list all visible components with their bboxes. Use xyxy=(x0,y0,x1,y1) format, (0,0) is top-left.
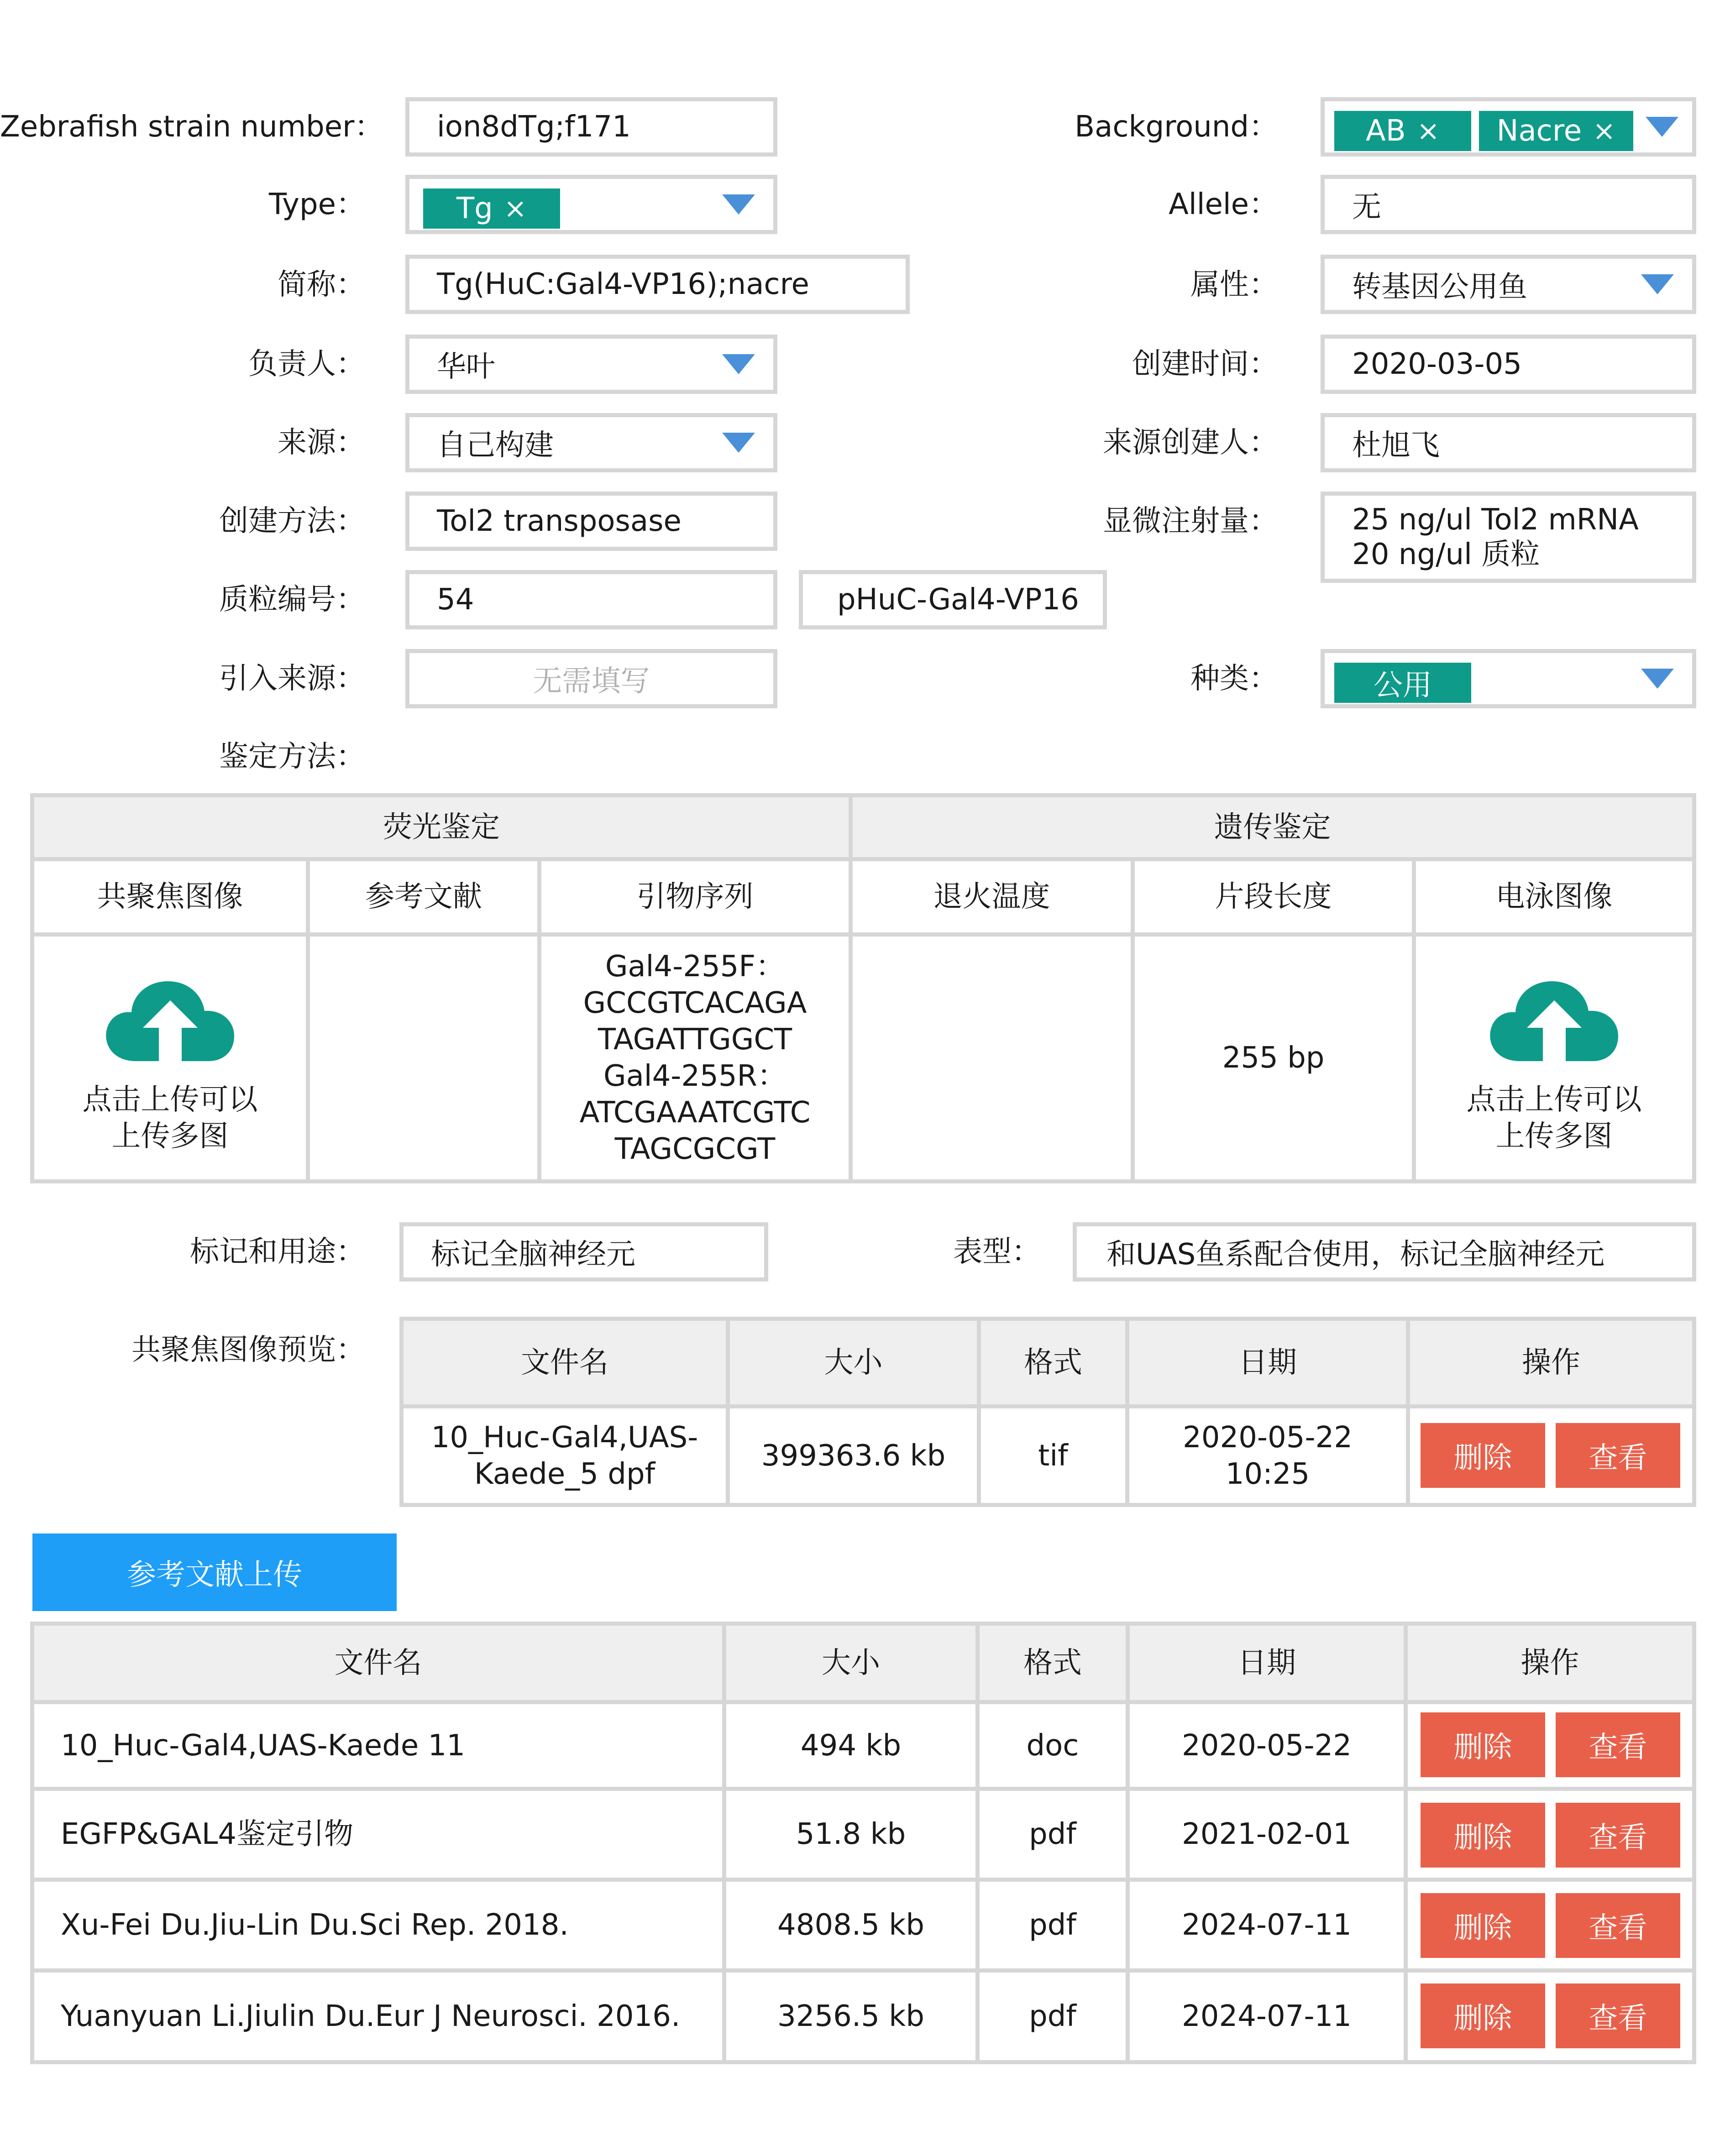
table-row-format: pdf xyxy=(1029,1908,1076,1942)
injection-line-1: 25 ng/ul Tol2 mRNA xyxy=(1352,503,1639,537)
phenotype-label: 表型： xyxy=(953,1235,1041,1269)
annealing-value xyxy=(853,937,1131,1179)
created-time-field[interactable] xyxy=(1321,335,1696,394)
source-creator-field[interactable] xyxy=(1321,413,1696,472)
method-label: 创建方法： xyxy=(219,504,365,538)
tag-nacre-label: Nacre xyxy=(1496,114,1582,148)
owner-label: 负责人： xyxy=(248,347,365,381)
chevron-down-icon[interactable] xyxy=(1641,669,1674,689)
type-label: Type： xyxy=(269,188,365,221)
table-row-name: EGFP&GAL4鉴定引物 xyxy=(61,1817,354,1851)
created-time-value: 2020-03-05 xyxy=(1352,347,1522,381)
attribute-value: 转基因公用鱼 xyxy=(1352,270,1527,304)
chevron-down-icon[interactable] xyxy=(1646,117,1678,137)
type-select[interactable] xyxy=(405,175,777,234)
chevron-down-icon[interactable] xyxy=(722,354,755,374)
tag-nacre xyxy=(1479,111,1633,151)
ref-header-size: 大小 xyxy=(822,1646,880,1680)
preview-file-name: 10_Huc-Gal4,UAS- Kaede_5 dpf xyxy=(431,1420,698,1491)
phenotype-value: 和UAS鱼系配合使用，标记全脑神经元 xyxy=(1106,1238,1605,1272)
import-source-field[interactable] xyxy=(405,649,777,708)
col-confocal: 共聚焦图像 xyxy=(97,880,243,914)
tag-public-label: 公用 xyxy=(1374,669,1432,702)
source-label: 来源： xyxy=(278,426,365,460)
delete-button[interactable]: 删除 xyxy=(1421,1893,1545,1958)
preview-file-format: tif xyxy=(1038,1439,1068,1473)
category-label: 种类： xyxy=(1190,662,1278,696)
marker-label: 标记和用途： xyxy=(190,1235,365,1269)
view-button[interactable]: 查看 xyxy=(1556,1803,1680,1868)
preview-label: 共聚焦图像预览： xyxy=(131,1333,365,1367)
owner-select[interactable] xyxy=(405,335,777,394)
table-row-format: pdf xyxy=(1029,1999,1076,2033)
preview-header-format: 格式 xyxy=(1024,1345,1082,1380)
ref-header-date: 日期 xyxy=(1237,1646,1296,1680)
plasmid-number-value: 54 xyxy=(437,583,474,617)
table-row-size: 3256.5 kb xyxy=(777,1999,924,2033)
identify-label: 鉴定方法： xyxy=(219,740,365,774)
primer-sequence: Gal4-255F： GCCGTCACAGA TAGATTGGCT Gal4-255R： ATCGAAATCGTC TAGCGCGT xyxy=(579,950,811,1166)
plasmid-number-field[interactable] xyxy=(405,570,777,629)
close-icon[interactable]: × xyxy=(503,193,527,225)
strain-number-field[interactable] xyxy=(405,97,777,157)
view-button[interactable]: 查看 xyxy=(1556,1712,1680,1777)
source-value: 自己构建 xyxy=(437,429,554,462)
preview-header-size: 大小 xyxy=(824,1345,883,1380)
injection-label: 显微注射量： xyxy=(1103,504,1278,538)
tag-ab xyxy=(1334,111,1471,151)
strain-number-label: Zebrafish strain number： xyxy=(0,110,384,144)
tag-tg xyxy=(423,188,560,229)
short-name-label: 简称： xyxy=(278,268,365,302)
tag-ab-label: AB xyxy=(1366,114,1406,148)
preview-file-date: 2020-05-22 10:25 xyxy=(1183,1420,1353,1491)
allele-field[interactable] xyxy=(1321,175,1696,234)
tag-tg-label: Tg xyxy=(456,192,493,225)
short-name-field[interactable] xyxy=(405,255,910,314)
delete-button[interactable]: 删除 xyxy=(1421,1712,1545,1777)
background-label: Background： xyxy=(1075,110,1278,144)
plasmid-name-value: pHuC-Gal4-VP16 xyxy=(837,583,1079,617)
preview-header-actions: 操作 xyxy=(1522,1345,1580,1380)
cloud-upload-icon xyxy=(1488,972,1620,1063)
injection-line-2: 20 ng/ul 质粒 xyxy=(1352,538,1540,571)
upload-confocal[interactable] xyxy=(34,972,306,1155)
chevron-down-icon[interactable] xyxy=(1641,274,1674,294)
chevron-down-icon[interactable] xyxy=(722,433,755,453)
upload-electrophoresis-text: 点击上传可以 上传多图 xyxy=(1466,1083,1642,1153)
table-row-size: 51.8 kb xyxy=(796,1817,906,1851)
strain-number-value: ion8dTg;f171 xyxy=(437,110,631,144)
ref-header-format: 格式 xyxy=(1023,1646,1082,1680)
cloud-upload-icon xyxy=(104,972,236,1063)
table-row-size: 494 kb xyxy=(800,1728,902,1763)
plasmid-name-field[interactable] xyxy=(799,570,1107,629)
marker-value: 标记全脑神经元 xyxy=(431,1238,635,1272)
delete-button[interactable]: 删除 xyxy=(1421,1803,1545,1868)
source-creator-value: 杜旭飞 xyxy=(1352,429,1440,462)
table-row-name: 10_Huc-Gal4,UAS-Kaede 11 xyxy=(61,1728,465,1763)
col-fragment: 片段长度 xyxy=(1215,880,1332,914)
delete-button[interactable]: 删除 xyxy=(1421,1423,1545,1488)
import-source-label: 引入来源： xyxy=(219,662,365,696)
close-icon[interactable]: × xyxy=(1416,115,1440,147)
chevron-down-icon[interactable] xyxy=(722,194,755,215)
col-references: 参考文献 xyxy=(365,880,482,914)
delete-button[interactable]: 删除 xyxy=(1421,1983,1545,2048)
tag-public xyxy=(1334,663,1471,703)
table-row-name: Yuanyuan Li.Jiulin Du.Eur J Neurosci. 2016. xyxy=(61,1999,681,2033)
source-creator-label: 来源创建人： xyxy=(1103,426,1278,460)
attribute-label: 属性： xyxy=(1190,268,1278,302)
phenotype-field[interactable] xyxy=(1073,1222,1696,1282)
view-button[interactable]: 查看 xyxy=(1556,1983,1680,2048)
preview-header-name: 文件名 xyxy=(521,1345,608,1380)
plasmid-label: 质粒编号： xyxy=(219,583,365,617)
table-row-format: pdf xyxy=(1029,1817,1076,1851)
group-genetic: 遗传鉴定 xyxy=(853,797,1692,857)
col-primer: 引物序列 xyxy=(636,880,754,914)
method-field[interactable] xyxy=(405,492,777,551)
col-annealing: 退火温度 xyxy=(933,880,1050,914)
table-row-size: 4808.5 kb xyxy=(777,1908,924,1942)
table-row-date: 2020-05-22 xyxy=(1182,1728,1352,1763)
preview-file-size: 399363.6 kb xyxy=(761,1439,946,1473)
ref-header-actions: 操作 xyxy=(1521,1646,1579,1680)
background-select[interactable] xyxy=(1321,97,1696,157)
short-name-value: Tg(HuC:Gal4-VP16);nacre xyxy=(437,267,809,301)
view-button[interactable]: 查看 xyxy=(1556,1423,1680,1488)
view-button[interactable]: 查看 xyxy=(1556,1893,1680,1958)
upload-electrophoresis[interactable] xyxy=(1416,972,1692,1155)
attribute-select[interactable] xyxy=(1321,255,1696,314)
source-select[interactable] xyxy=(405,413,777,472)
reference-upload-button[interactable]: 参考文献上传 xyxy=(32,1533,397,1611)
close-icon[interactable]: × xyxy=(1593,115,1616,147)
owner-value: 华叶 xyxy=(437,350,495,384)
table-row-name: Xu-Fei Du.Jiu-Lin Du.Sci Rep. 2018. xyxy=(61,1908,569,1942)
injection-field[interactable] xyxy=(1321,492,1696,583)
method-value: Tol2 transposase xyxy=(437,504,682,538)
table-row-date: 2021-02-01 xyxy=(1182,1817,1352,1851)
group-fluorescence: 荧光鉴定 xyxy=(34,797,849,857)
col-electrophoresis: 电泳图像 xyxy=(1495,880,1613,914)
marker-field[interactable] xyxy=(399,1222,768,1282)
fragment-length-value: 255 bp xyxy=(1222,1041,1325,1075)
created-time-label: 创建时间： xyxy=(1132,347,1278,381)
preview-header-date: 日期 xyxy=(1238,1345,1297,1380)
allele-value: 无 xyxy=(1352,190,1381,224)
allele-label: Allele： xyxy=(1169,188,1278,221)
ref-header-name: 文件名 xyxy=(334,1646,422,1680)
upload-confocal-text: 点击上传可以 上传多图 xyxy=(82,1083,258,1153)
table-row-format: doc xyxy=(1026,1728,1079,1763)
import-source-placeholder: 无需填写 xyxy=(533,665,650,698)
table-row-date: 2024-07-11 xyxy=(1182,1908,1352,1942)
table-row-date: 2024-07-11 xyxy=(1182,1999,1352,2033)
category-select[interactable] xyxy=(1321,649,1696,708)
